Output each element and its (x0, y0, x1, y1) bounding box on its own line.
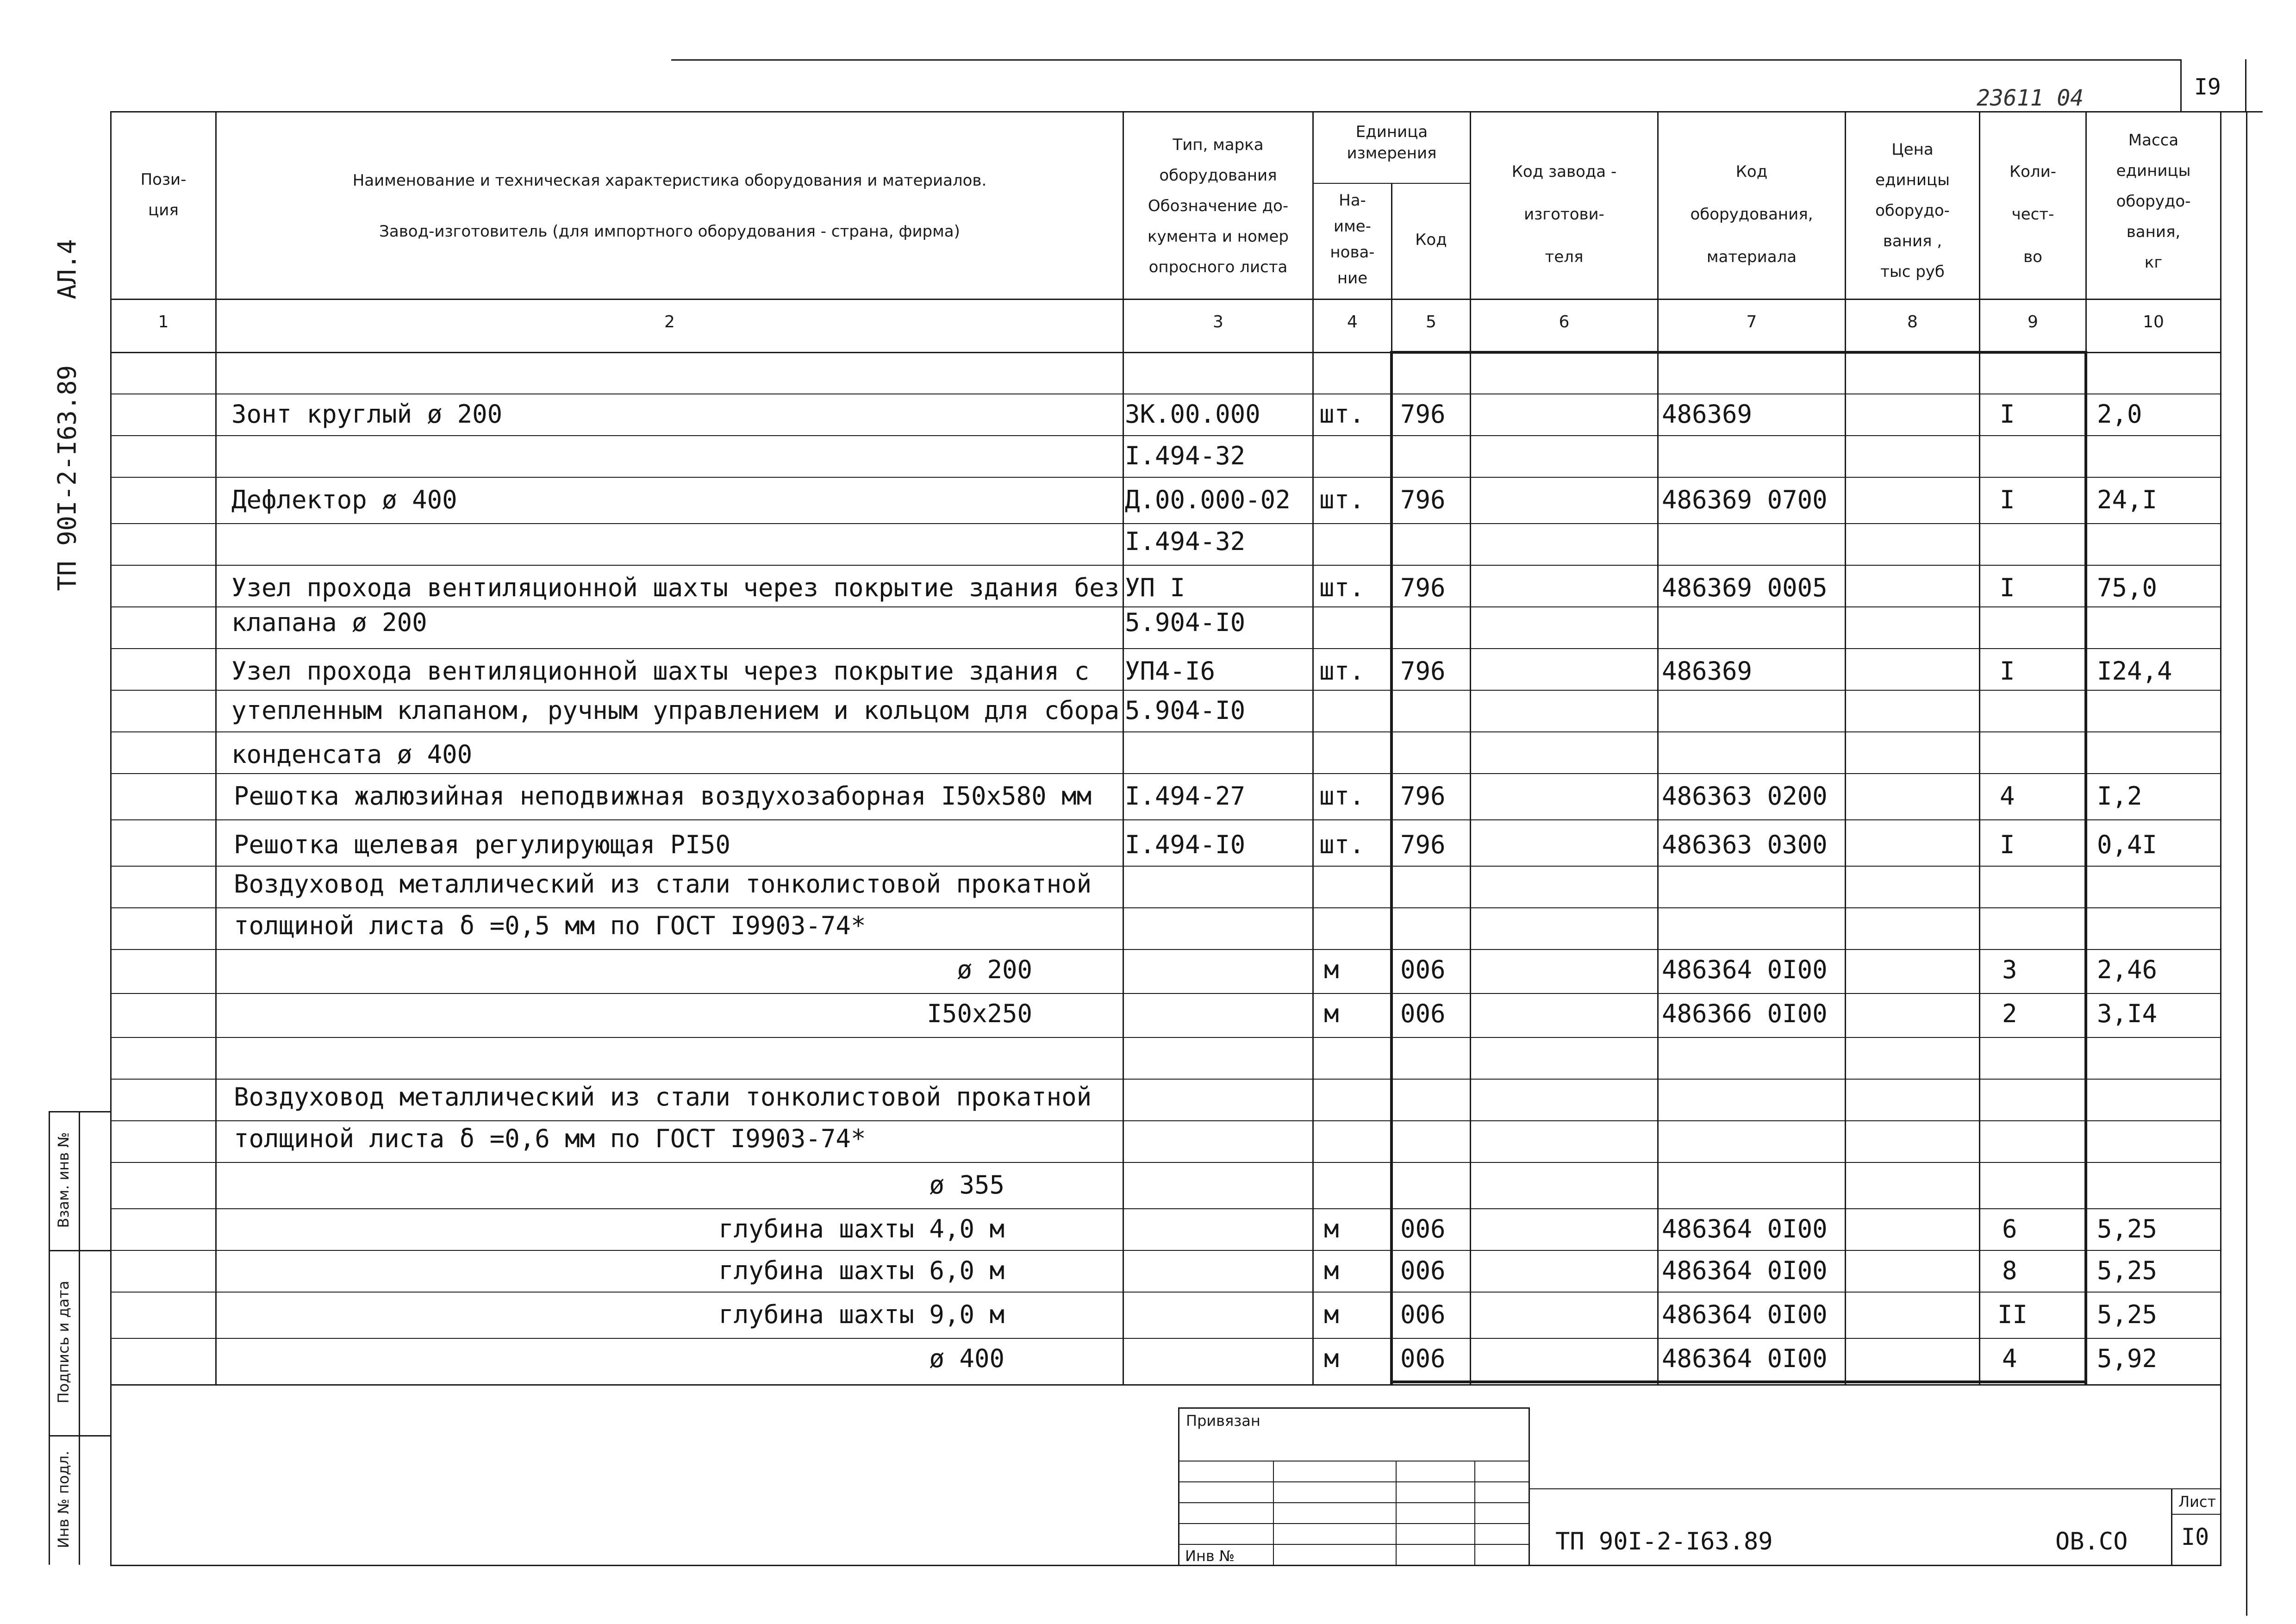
item-quantity: I (2000, 830, 2015, 859)
item-material-code: 486364 0I00 (1662, 1344, 1828, 1373)
item-name: конденсата ø 400 (231, 740, 473, 769)
item-name: Узел прохода вентиляционной шахты через покрытие здания с (231, 656, 1090, 686)
item-material-code: 486369 0700 (1662, 485, 1828, 514)
item-unit: шт. (1319, 400, 1365, 429)
header-mass: Масса единицы оборудо- вания, кг (2116, 131, 2191, 272)
header-material-code: Код оборудования, материала (1690, 162, 1813, 266)
item-name: Воздуховод металлический из стали тонколистовой прокатной (234, 1082, 1092, 1112)
item-quantity: 6 (2002, 1214, 2017, 1243)
inventory-number-label: Инв № (1185, 1547, 1235, 1565)
column-number: 8 (1907, 312, 1918, 331)
item-name: толщиной листа δ =0,6 мм по ГОСТ I9903-74* (234, 1124, 866, 1153)
item-name: Воздуховод металлический из стали тонколистовой прокатной (234, 869, 1092, 899)
item-quantity: 3 (2002, 955, 2017, 984)
item-mass: 0,4I (2097, 830, 2158, 859)
item-mass: 3,I4 (2097, 999, 2158, 1028)
item-material-code: 486363 0200 (1662, 781, 1828, 811)
item-name: утепленным клапаном, ручным управлением и кольцом для сбора (231, 696, 1120, 725)
item-material-code: 486366 0I00 (1662, 999, 1828, 1028)
item-quantity: 4 (2000, 781, 2015, 811)
item-quantity: 2 (2002, 999, 2017, 1028)
header-unit-group: Единица измерения (1347, 123, 1437, 162)
item-quantity: I (2000, 573, 2015, 602)
header-unit-code: Код (1415, 231, 1447, 249)
header-type: Тип, марка оборудования Обозначение до- кумента и номер опросного листа (1148, 136, 1289, 276)
item-unit: шт. (1319, 573, 1365, 602)
sheet-label: Лист (2178, 1493, 2216, 1511)
item-unit-code: 006 (1400, 1300, 1446, 1329)
item-material-code: 486364 0I00 (1662, 955, 1828, 984)
item-quantity: II (1997, 1300, 2028, 1329)
item-type: УП4-I6 (1125, 656, 1216, 686)
item-type: Д.00.000-02 (1125, 485, 1291, 514)
item-material-code: 486369 (1662, 656, 1753, 686)
item-unit: м (1324, 1214, 1339, 1243)
document-code: ТП 90I-2-I63.89 (1555, 1528, 1773, 1555)
item-unit: м (1324, 955, 1339, 984)
column-number: 10 (2143, 312, 2164, 331)
item-name-sub: ø 400 (929, 1344, 1004, 1373)
item-material-code: 486369 (1662, 400, 1753, 429)
item-quantity: I (2000, 400, 2015, 429)
document-mark: ОВ.СО (2055, 1528, 2128, 1555)
item-type: I.494-32 (1125, 441, 1246, 470)
item-unit-code: 006 (1400, 955, 1446, 984)
column-number: 5 (1426, 312, 1436, 331)
item-mass: 5,25 (2097, 1300, 2158, 1329)
replace-inventory-label: Взам. инв № (55, 1132, 72, 1228)
sheet-value: I0 (2181, 1524, 2209, 1550)
item-material-code: 486363 0300 (1662, 830, 1828, 859)
item-unit: м (1324, 1256, 1339, 1285)
column-number: 2 (664, 312, 675, 331)
item-type: ЗК.00.000 (1125, 400, 1260, 429)
item-unit: м (1324, 999, 1339, 1028)
item-unit-code: 006 (1400, 999, 1446, 1028)
column-number: 9 (2028, 312, 2038, 331)
item-unit-code: 796 (1400, 781, 1446, 811)
item-mass: I24,4 (2097, 656, 2172, 686)
header-name: Наименование и техническая характеристика оборудования и материалов. Завод-изготовитель (для импортного оборудования - страна, фирма) (352, 171, 987, 241)
item-name: Узел прохода вентиляционной шахты через покрытие здания без (231, 573, 1120, 602)
item-type: I.494-32 (1125, 527, 1246, 556)
item-name: толщиной листа δ =0,5 мм по ГОСТ I9903-74* (234, 911, 866, 940)
attached-label: Привязан (1186, 1412, 1260, 1430)
item-name: клапана ø 200 (231, 608, 427, 637)
item-name: Решотка щелевая регулирующая PI50 (234, 830, 730, 859)
column-number: 3 (1213, 312, 1223, 331)
item-unit: шт. (1319, 485, 1365, 514)
item-name: Решотка жалюзийная неподвижная воздухозаборная I50x580 мм (234, 781, 1092, 811)
item-mass: 24,I (2097, 485, 2158, 514)
item-name-sub: глубина шахты 9,0 м (718, 1300, 1004, 1329)
item-quantity: 4 (2002, 1344, 2017, 1373)
item-type: I.494-27 (1125, 781, 1246, 811)
item-mass: 5,25 (2097, 1256, 2158, 1285)
item-type: 5.904-I0 (1125, 608, 1246, 637)
item-unit-code: 796 (1400, 830, 1446, 859)
item-name: Дефлектор ø 400 (231, 485, 457, 514)
item-unit-code: 796 (1400, 573, 1446, 602)
header-quantity: Коли- чест- во (2009, 162, 2057, 266)
item-name-sub: ø 355 (929, 1170, 1004, 1199)
item-quantity: I (2000, 656, 2015, 686)
item-name-sub: глубина шахты 6,0 м (718, 1256, 1004, 1285)
album-label: АЛ.4 (52, 239, 82, 300)
sheet-number: I9 (2194, 74, 2221, 100)
item-mass: 5,25 (2097, 1214, 2158, 1243)
header-manufacturer-code: Код завода - изготови- теля (1511, 162, 1617, 266)
column-number: 7 (1746, 312, 1757, 331)
item-unit-code: 006 (1400, 1214, 1446, 1243)
item-mass: 2,0 (2097, 400, 2142, 429)
item-unit: м (1324, 1344, 1339, 1373)
original-inventory-label: Инв № подл. (55, 1450, 72, 1549)
document-code-handwritten: 23611 04 (1977, 85, 2084, 111)
item-mass: 5,92 (2097, 1344, 2158, 1373)
header-unit-name: На- име- нова- ние (1330, 191, 1375, 287)
item-unit-code: 796 (1400, 400, 1446, 429)
item-unit-code: 796 (1400, 485, 1446, 514)
column-number: 6 (1559, 312, 1570, 331)
item-name: Зонт круглый ø 200 (231, 400, 503, 429)
header-position: Пози- ция (140, 170, 187, 219)
item-unit: м (1324, 1300, 1339, 1329)
item-material-code: 486364 0I00 (1662, 1214, 1828, 1243)
item-material-code: 486364 0I00 (1662, 1256, 1828, 1285)
item-material-code: 486369 0005 (1662, 573, 1828, 602)
item-type: I.494-I0 (1125, 830, 1246, 859)
item-quantity: I (2000, 485, 2015, 514)
item-material-code: 486364 0I00 (1662, 1300, 1828, 1329)
header-price: Цена единицы оборудо- вания , тыс руб (1875, 140, 1950, 281)
item-unit-code: 796 (1400, 656, 1446, 686)
item-unit-code: 006 (1400, 1256, 1446, 1285)
item-unit: шт. (1319, 656, 1365, 686)
project-side-label: ТП 90I-2-I63.89 (52, 365, 82, 591)
item-quantity: 8 (2002, 1256, 2017, 1285)
item-type: УП I (1125, 573, 1185, 602)
item-name-sub: ø 200 (957, 955, 1032, 984)
column-number: 1 (158, 312, 169, 331)
item-unit: шт. (1319, 781, 1365, 811)
item-mass: I,2 (2097, 781, 2142, 811)
signature-date-label: Подпись и дата (55, 1280, 72, 1404)
item-unit: шт. (1319, 830, 1365, 859)
item-name-sub: I50x250 (927, 999, 1032, 1028)
item-mass: 75,0 (2097, 573, 2158, 602)
item-type: 5.904-I0 (1125, 696, 1246, 725)
column-number: 4 (1347, 312, 1358, 331)
item-name-sub: глубина шахты 4,0 м (718, 1214, 1004, 1243)
item-mass: 2,46 (2097, 955, 2158, 984)
item-unit-code: 006 (1400, 1344, 1446, 1373)
